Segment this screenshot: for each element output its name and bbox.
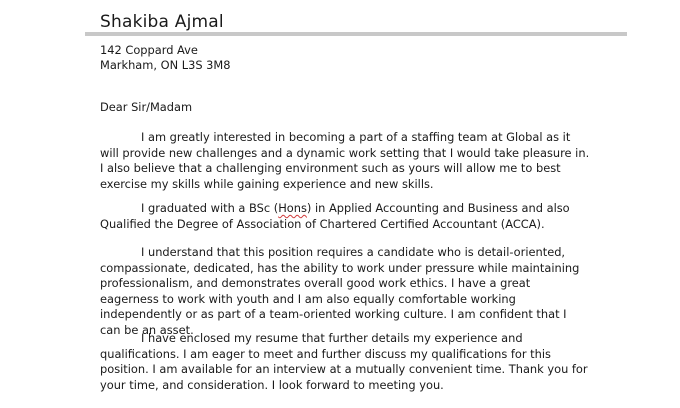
address-line-1: 142 Coppard Ave bbox=[100, 43, 198, 57]
paragraph-education-end: ) in Applied Accounting and Business and also Qualified the Degree of Association of Chartered Certified Accountant (ACCA). bbox=[100, 201, 570, 231]
paragraph-closing: I have enclosed my resume that further details my experience and qualifications. I am eager to meet and further discuss my qualifications for this position. I am available for an interview at a mutually convenient time. Thank you for your time, and consideration. I look forward to meeting you. bbox=[100, 331, 588, 392]
salutation: Dear Sir/Madam bbox=[100, 100, 193, 114]
paragraph-education bbox=[100, 201, 590, 232]
address-line-2: Markham, ON L3S 3M8 bbox=[100, 58, 231, 72]
sender-address bbox=[100, 43, 231, 73]
header-rule bbox=[85, 32, 627, 36]
paragraph-qualities: I understand that this position requires a candidate who is detail-oriented, compassionate, dedicated, has the ability to work under pressure while maintaining professionalism, and demonstrates overall good work ethics. I have a great eagerness to work with youth and I am also equally comfortable working independently or as part of a team-oriented working culture. I am confident that I can be an asset. bbox=[100, 245, 580, 337]
paragraph-education-start: I graduated with a BSc ( bbox=[141, 201, 279, 215]
spellcheck-flagged-word[interactable]: Hons bbox=[278, 201, 307, 215]
paragraph-interest: I am greatly interested in becoming a part of a staffing team at Global as it will provide new challenges and a dynamic work setting that I would take pleasure in. I also believe that a challenging environment such as yours will allow me to best exercise my skills while gaining experience and new skills. bbox=[100, 130, 590, 191]
sender-name: Shakiba Ajmal bbox=[100, 12, 224, 32]
